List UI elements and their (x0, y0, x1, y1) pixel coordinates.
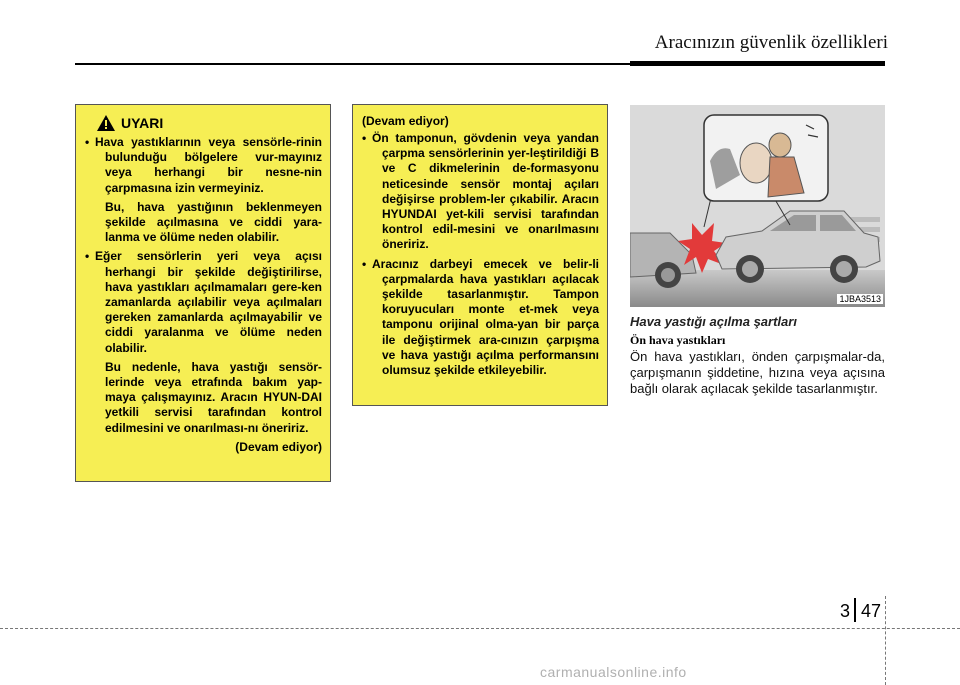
paragraph: Bu, hava yastığının beklenmeyen şekilde açılmasına ve ciddi yara-lanma ve ölüme neden olabilir. (105, 199, 322, 245)
paragraph: Ön tamponun, gövdenin veya yandan çarpma sensörlerinin yer-leştirildiği B ve C dikmelerinin de-formasyonu neticesinde sensör montaj açıları değişirse problem-ler çıkabilir. Aracın HYUNDAI yet-kili servisi tarafından kontrol edil-mesini ve onarılmasını öneririz. (372, 131, 599, 252)
crash-illustration-drawing (630, 105, 885, 307)
warning-list-1 (85, 135, 322, 436)
warning-box-1 (75, 104, 331, 482)
list-item: • Ön tamponun, gövdenin veya yandan çarpma sensörlerinin yer-leştirildiği B ve C dikmelerinin de-formasyonu neticesinde sensör montaj açıları değişirse problem-ler çıkabilir. Aracın HYUNDAI yet-kili servisi tarafından kontrol edil-mesini ve onarılmasını öneririz. (362, 131, 599, 252)
figure-code: 1JBA3513 (839, 294, 881, 304)
page-separator (854, 598, 856, 622)
list-item: • Aracınız darbeyi emecek ve belir-li çarpmalarda hava yastıkları açılacak şekilde tasarlanmıştır. Tampon koruyucuları monte et-mek veya tamponu orijinal olma-yan bir parça ile değiştirmek ara-cınızın çarpışma ve hava yastığı açılma performansını olumsuz şekilde etkileyebilir. (362, 256, 599, 378)
paragraph: Bu nedenle, hava yastığı sensör-lerinde veya etrafında bakım yap-maya çalışmayınız. Aracın HYUN-DAI yetkili servisi tarafından kontrol edilmesini ve onarılması-nı öneririz. (105, 359, 322, 435)
continued-note: (Devam ediyor) (235, 439, 322, 454)
list-item: • Eğer sensörlerin yeri veya açısı herhangi bir şekilde değiştirilirse, hava yastıkları açılmamaları gere-ken zamanlarda açılabilir veya açılmaları gereken zamanlarda açılmayabilir ve ciddi yaralanma ve ölüme neden olabilir. Bu nedenle, hava yastığı sensör-lerinde veya etrafında bakım yap-maya çalışmayınız. Aracın HYUN-DAI yetkili servisi tarafından kontrol edilmesini ve onarılması-nı öneririz. (85, 249, 322, 435)
paragraph: Hava yastıklarının veya sensörle-rinin bulunduğu bölgelere vur-mayınız veya herhangi bir nesne-nin çarpmasına izin vermeyiniz. (95, 135, 322, 195)
footer-divider (0, 628, 960, 629)
continued-header: (Devam ediyor) (362, 114, 449, 128)
paragraph: Aracınız darbeyi emecek ve belir-li çarpmalarda hava yastıkları açılacak şekilde tasarlanmıştır. Tampon koruyucuları monte et-mek veya tamponu orijinal olma-yan bir parça ile değiştirmek ara-cınızın çarpışma ve hava yastığı açılma performansını olumsuz şekilde etkileyebilir. (372, 256, 599, 378)
warning-triangle-icon (97, 115, 115, 131)
warning-box-2 (352, 104, 608, 406)
section-title: Hava yastığı açılma şartları (630, 314, 797, 329)
warning-list-2 (362, 131, 599, 378)
section-body: Ön hava yastıkları, önden çarpışmalar-da, çarpışmanın şiddetine, hızına veya açısına bağlı olarak açılacak şekilde tasarlanmıştır. (630, 349, 885, 396)
header-title: Aracınızın güvenlik özellikleri (654, 32, 888, 53)
watermark: carmanualsonline.info (540, 664, 687, 680)
warning-title: UYARI (121, 115, 164, 131)
crash-illustration (630, 105, 885, 307)
section-subtitle: Ön hava yastıkları (630, 333, 726, 347)
header-rule-accent (630, 61, 885, 66)
warning-heading (97, 115, 322, 131)
paragraph: Eğer sensörlerin yeri veya açısı herhangi bir şekilde değiştirilirse, hava yastıkları açılmamaları gere-ken zamanlarda açılabilir veya açılmaları gereken zamanlarda açılmayabilir ve ciddi yaralanma ve ölüme neden olabilir. (95, 249, 322, 355)
footer-vertical-divider (885, 596, 886, 685)
list-item: • Hava yastıklarının veya sensörle-rinin bulunduğu bölgelere vur-mayınız veya herhangi bir nesne-nin çarpmasına izin vermeyiniz. Bu, hava yastığının beklenmeyen şekilde açılmasına ve ciddi yara-lanma ve ölüme neden olabilir. (85, 135, 322, 245)
page-number: 47 (861, 601, 882, 621)
chapter-number: 3 (840, 601, 851, 621)
